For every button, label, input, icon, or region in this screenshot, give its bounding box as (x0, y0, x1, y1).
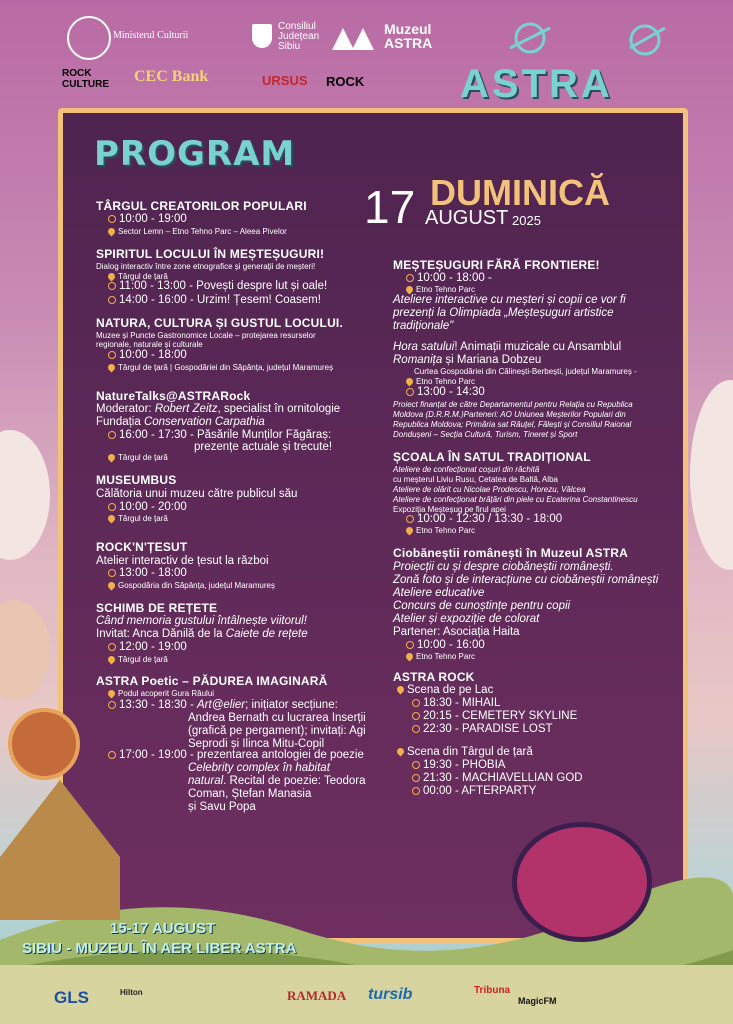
clock-icon (406, 274, 414, 282)
section-title: ȘCOALA ÎN SATUL TRADIȚIONAL (393, 450, 591, 464)
clock-icon (412, 725, 420, 733)
pin-icon (396, 747, 406, 757)
desc-line: tradiționale" (393, 320, 454, 332)
desc-line: prezenți la Olimpiada „Meșteșuguri artistice (393, 307, 614, 319)
ministry-label: Ministerul Culturii (113, 30, 189, 41)
funding-line: Moldova (D.R.R.M.)Parteneri: AO Uniunea Meșterilor Populari din (393, 410, 626, 419)
foundation-line: Fundația Conservation Carpathia (96, 416, 265, 428)
section-title: NATURA, CULTURA ȘI GUSTUL LOCULUI. (96, 316, 344, 330)
desc-line: Concurs de cunoștințe pentru copii (393, 600, 571, 612)
section-title: TÂRGUL CREATORILOR POPULARI (96, 199, 307, 213)
desc-line: Când memoria gustului întâlnește viitorul! (96, 615, 307, 627)
footer-dates: 15-17 AUGUST (110, 920, 216, 937)
desc-line: Ateliere interactive cu meșteri și copii ce vor fi (393, 294, 626, 306)
clock-icon (412, 774, 420, 782)
band-line: 21:30 - MACHIAVELLIAN GOD (412, 772, 583, 784)
year: 2025 (512, 213, 541, 228)
pin-icon (107, 581, 117, 591)
sponsor-rockculture-logo: ROCK CULTURE (62, 68, 110, 90)
time-line: 16:00 - 17:30 - Păsările Munților Făgăraș: (108, 429, 331, 441)
pin-icon (107, 363, 117, 373)
time-line: 13:00 - 14:30 (406, 386, 485, 398)
stage-line: Scena din Târgul de țară (397, 746, 533, 758)
clock-icon (108, 282, 116, 290)
funding-line: Republica Moldova; Primăria sat Răuțel, Fălești și Consiliul Raional (393, 420, 632, 429)
desc-line: Coman, Ștefan Manasia (188, 788, 312, 800)
funding-line: Dondușeni – Secția Cultură, Turism, Tineret și Sport (393, 430, 578, 439)
clock-icon (108, 701, 116, 709)
place-line: Etno Tehno Parc (406, 652, 475, 661)
band-line: 18:30 - MIHAIL (412, 697, 500, 709)
desc-line: Călătoria unui muzeu către publicul său (96, 488, 298, 500)
pin-icon (405, 526, 415, 536)
section-title: ASTRA Poetic – PĂDUREA IMAGINARĂ (96, 674, 328, 688)
flower-right-illustration (512, 822, 652, 942)
section-title: SPIRITUL LOCULUI ÎN MEȘTEȘUGURI! (96, 247, 325, 261)
desc-line: Zonă foto și de interacțiune cu ciobăneștii românești (393, 574, 659, 586)
festival-logo-text: ASTRA (460, 62, 612, 106)
clock-icon (108, 296, 116, 304)
clock-icon (406, 388, 414, 396)
moderator-line: Moderator: Robert Zeitz, specialist în ornitologie (96, 403, 341, 415)
desc-line: Muzee și Puncte Gastronomice Locale – protejarea resurselor (96, 331, 316, 340)
clock-icon (108, 215, 116, 223)
clock-icon (108, 351, 116, 359)
place-line: Etno Tehno Parc (406, 285, 475, 294)
place-line: Gospodăria din Săpânța, județul Maramureș (108, 581, 275, 590)
section-title: ROCK'N'ȚESUT (96, 540, 188, 554)
desc-line: Hora satului! Animații muzicale cu Ansamblul (393, 341, 622, 353)
desc-line: Celebrity complex în habitat (188, 762, 330, 774)
day-number: 17 (364, 181, 416, 233)
clock-icon (108, 431, 116, 439)
partner-hilton-logo: Hilton (120, 988, 143, 997)
time-line: 11:00 - 13:00 - Povești despre lut și oale! (108, 280, 327, 292)
sponsor-ursus-logo: URSUS (262, 73, 308, 88)
desc-line: Romanița și Mariana Dobzeu (393, 354, 542, 366)
desc-line: Proiecții cu și despre ciobăneștii românești. (393, 561, 614, 573)
sponsor-cec-logo: CEC Bank (134, 68, 209, 85)
council-logo (252, 24, 272, 48)
place-line: Etno Tehno Parc (406, 377, 475, 386)
time-line: 13:30 - 18:30 - Art@elier; inițiator secțiune: (108, 699, 338, 711)
band-line: 00:00 - AFTERPARTY (412, 785, 536, 797)
desc-line: Andrea Bernath cu lucrarea Inserții (188, 712, 366, 724)
stage-line: Scena de pe Lac (397, 684, 493, 696)
place-line: Târgul de țară (108, 514, 168, 523)
partner-gls-logo: GLS (54, 988, 89, 1007)
desc-line: Dialog interactiv între zone etnografice și generații de meșteri! (96, 262, 316, 271)
desc-line: și Savu Popa (188, 801, 256, 813)
section-title: SCHIMB DE REȚETE (96, 601, 218, 615)
clock-icon (108, 569, 116, 577)
section-title: MUSEUMBUS (96, 473, 177, 487)
desc-line: Ateliere de olărit cu Nicolae Prodescu, Horezu, Vâlcea (393, 485, 586, 494)
partners-bar (0, 965, 733, 1024)
time-line: 17:00 - 19:00 - prezentarea antologiei de poezie (108, 749, 364, 761)
section-title: Ciobăneștii românești în Muzeul ASTRA (393, 546, 628, 560)
pin-icon (107, 514, 117, 524)
museum-label: Muzeul ASTRA (384, 21, 433, 51)
desc-line: Seprodi și Ilinca Mitu-Copil (188, 738, 325, 750)
funding-line: Proiect finanțat de către Departamentul pentru Relația cu Republica (393, 400, 633, 409)
desc-line: Atelier interactiv de țesut la război (96, 555, 269, 567)
flower-left-illustration (8, 708, 80, 780)
program-title: PROGRAM (94, 134, 296, 174)
partner-tribuna-logo: Tribuna (474, 985, 511, 996)
desc-line: Expoziția Meșteșug pe firul apei (393, 505, 506, 514)
desc-line: Ateliere de confecționat brățări din piele cu Ecaterina Constantinescu (393, 495, 638, 504)
time-line: 10:00 - 12:30 / 13:30 - 18:00 (406, 513, 562, 525)
clock-icon (108, 643, 116, 651)
time-line: 10:00 - 16:00 (406, 639, 485, 651)
desc-line: regionale, naturale și culturale (96, 340, 203, 349)
clock-icon (108, 751, 116, 759)
desc-line: natural. Recital de poezie: Teodora (188, 775, 366, 787)
clock-icon (412, 712, 420, 720)
place-line: Târgul de țară (108, 272, 168, 281)
desc-line: Atelier și expoziție de colorat (393, 613, 540, 625)
partner-magicfm-logo: MagicFM (518, 996, 557, 1006)
partner-tursib-logo: tursib (368, 986, 413, 1003)
footer-place: SIBIU - MUZEUL ÎN AER LIBER ASTRA (22, 940, 297, 957)
band-line: 22:30 - PARADISE LOST (412, 723, 553, 735)
time-line: 10:00 - 18:00 (108, 349, 187, 361)
time-line: 10:00 - 19:00 (108, 213, 187, 225)
place-line: Curtea Gospodăriei din Călinești-Berbești, județul Maramureș - (414, 367, 637, 376)
time-line: 12:00 - 19:00 (108, 641, 187, 653)
band-line: 19:30 - PHOBIA (412, 759, 505, 771)
invited-line: Invitat: Anca Dănilă de la Caiete de rețete (96, 628, 308, 640)
time-line: 13:00 - 18:00 (108, 567, 187, 579)
pin-icon (107, 655, 117, 665)
time-line: 10:00 - 18:00 - (406, 272, 492, 284)
clock-icon (412, 787, 420, 795)
day-name: DUMINICĂ (430, 172, 610, 213)
ministry-logo (67, 16, 111, 60)
pin-icon (405, 652, 415, 662)
clock-icon (412, 761, 420, 769)
place-line: Târgul de țară | Gospodăriei din Săpânța, județul Maramureș (108, 363, 333, 372)
desc-line: Ateliere de confecționat coșuri din răchită (393, 465, 540, 474)
partner-line: Partener: Asociația Haita (393, 626, 520, 638)
sponsor-rockfm-logo: ROCK (326, 74, 365, 89)
section-title: ASTRA ROCK (393, 670, 475, 684)
time-line-cont: prezențe actuale și trecute! (194, 441, 333, 453)
section-title: NatureTalks@ASTRARock (96, 389, 251, 403)
time-line: 14:00 - 16:00 - Urzim! Țesem! Coasem! (108, 294, 321, 306)
month: AUGUST (425, 207, 509, 229)
pin-icon (107, 453, 117, 463)
band-line: 20:15 - CEMETERY SKYLINE (412, 710, 577, 722)
pin-icon (396, 685, 406, 695)
time-line: 10:00 - 20:00 (108, 501, 187, 513)
desc-line: cu meșterul Liviu Rusu, Cetatea de Baltă, Alba (393, 475, 558, 484)
pin-icon (107, 227, 117, 237)
desc-line: (grafică pe pergament); invitați: Agi (188, 725, 366, 737)
council-label: Consiliul Județean Sibiu (278, 21, 320, 52)
pin-icon (107, 689, 117, 699)
place-line: Târgul de țară (108, 453, 168, 462)
place-line: Etno Tehno Parc (406, 526, 475, 535)
place-line: Târgul de țară (108, 655, 168, 664)
clock-icon (412, 699, 420, 707)
museum-logo (332, 28, 376, 50)
desc-line: Ateliere educative (393, 587, 485, 599)
place-line: Sector Lemn – Etno Tehno Parc – Aleea Pivelor (108, 227, 287, 236)
clock-icon (406, 515, 414, 523)
clock-icon (108, 503, 116, 511)
place-line: Podul acoperit Gura Râului (108, 689, 214, 698)
clock-icon (406, 641, 414, 649)
section-title: MEȘTEȘUGURI FĂRĂ FRONTIERE! (393, 258, 600, 272)
partner-ramada-logo: RAMADA (287, 988, 347, 1003)
